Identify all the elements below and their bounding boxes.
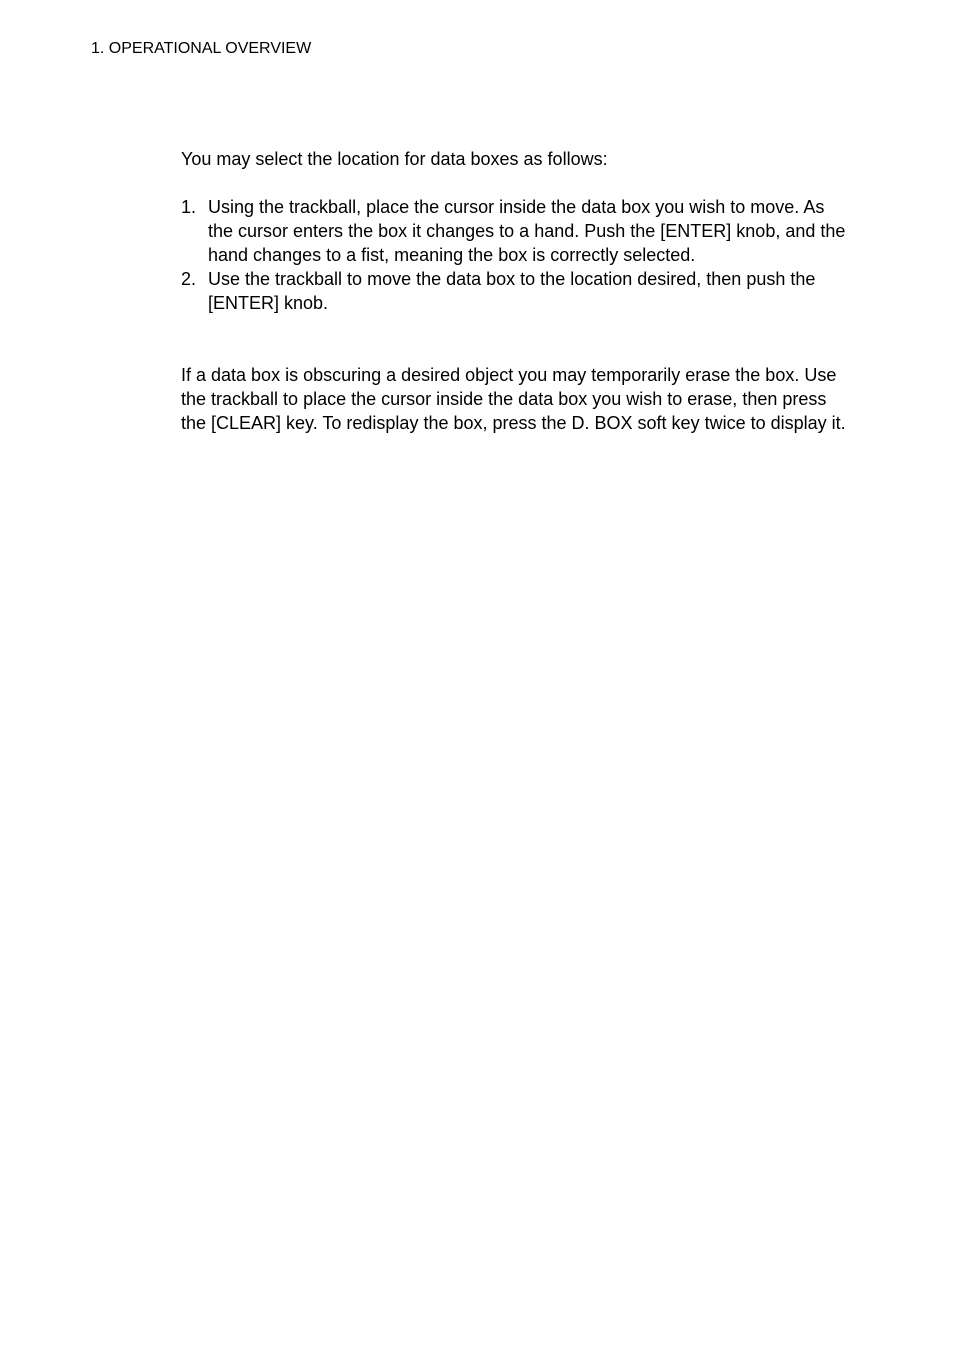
steps-list <box>181 195 853 315</box>
running-header: 1. OPERATIONAL OVERVIEW <box>91 40 312 57</box>
step-text: Using the trackball, place the cursor inside the data box you wish to move. As the cursor enters the box it changes to a hand. Push the [ENTER] knob, and the hand changes to a fist, meaning the box is correctly selected. <box>208 197 846 265</box>
step-text: Use the trackball to move the data box to the location desired, then push the [ENTER] knob. <box>208 269 816 313</box>
list-item <box>181 195 853 267</box>
page-body <box>181 147 853 435</box>
erase-paragraph: If a data box is obscuring a desired object you may temporarily erase the box. Use the trackball to place the cursor inside the data box you wish to erase, then press the [CLEAR] key. To redisplay the box, press the D. BOX soft key twice to display it. <box>181 365 846 433</box>
intro-paragraph: You may select the location for data boxes as follows: <box>181 149 608 169</box>
step-number: 2. <box>181 269 197 289</box>
list-item <box>181 267 853 315</box>
step-number: 1. <box>181 197 197 217</box>
